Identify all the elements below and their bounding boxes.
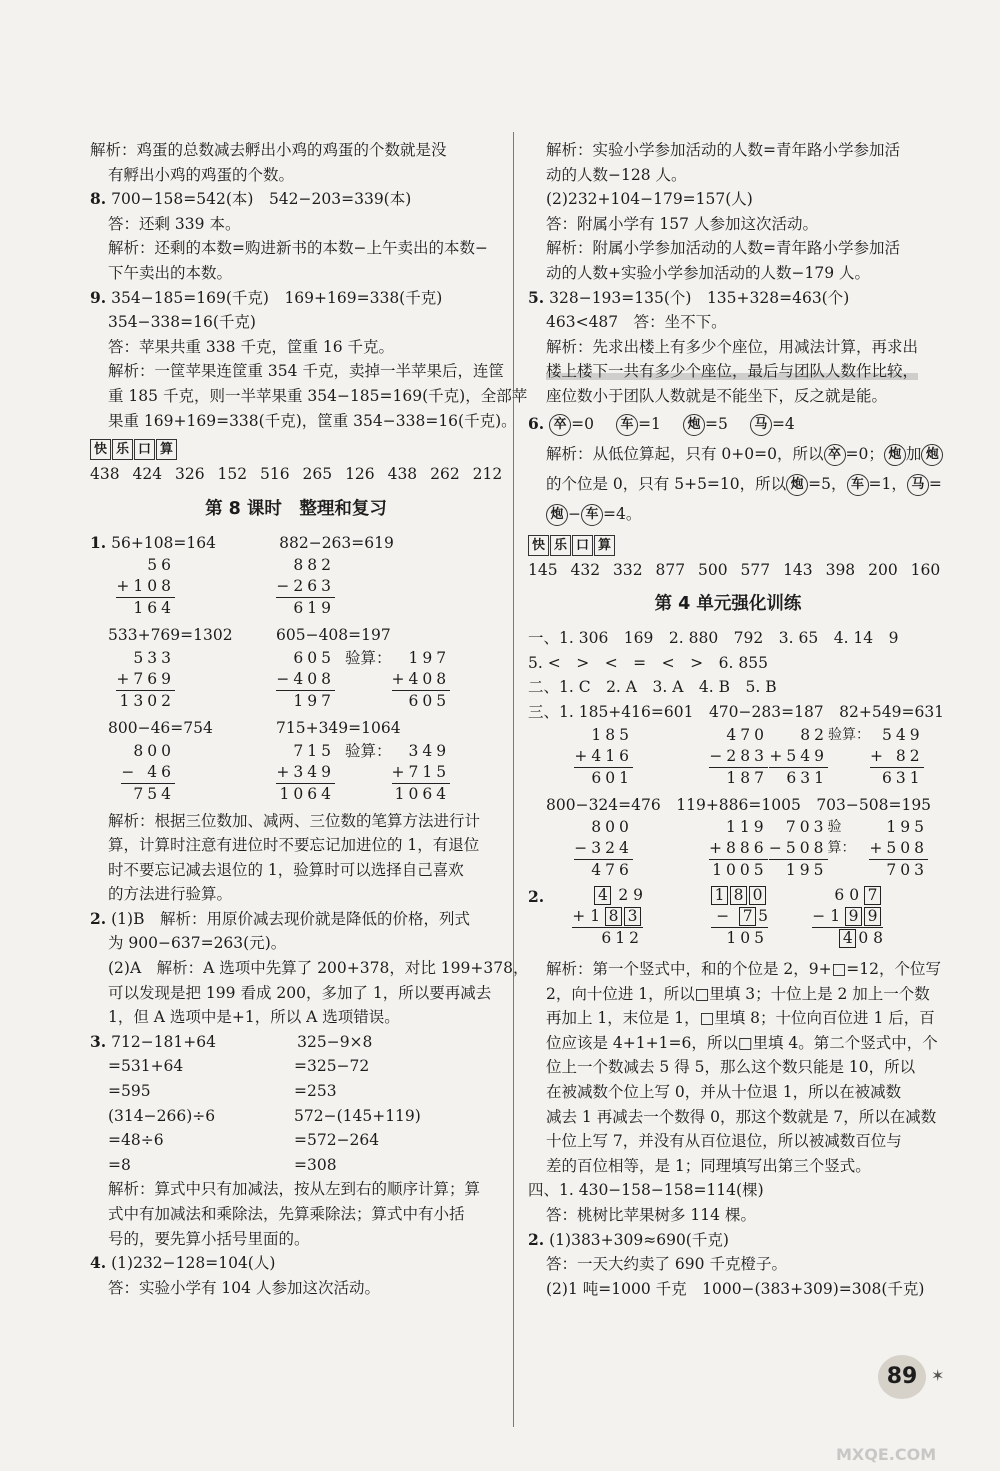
text-line: 715+349=1064 — [276, 718, 401, 737]
text-line: 354−185=169(千克) 169+169=338(千克) — [111, 288, 443, 307]
text-line: 解析：附属小学参加活动的人数=青年路小学参加活 — [546, 239, 900, 258]
chess-pao-icon: 炮 — [786, 474, 808, 496]
text-line: 解析：根据三位数加、减两、三位数的笔算方法进行计 — [108, 811, 481, 830]
text-line: 解析：第一个竖式中，和的个位是 2，9+□=12，个位写 — [546, 960, 941, 979]
text-line: 463<487 答：坐不下。 — [546, 313, 727, 332]
vertical-calc: 882 −263 619 — [276, 556, 335, 618]
fill-box-calc: 6 0 7 − 1 9 9 4 0 8 — [812, 886, 883, 948]
vertical-calc: 56 +108 164 — [116, 556, 175, 618]
text-line: (1)B 解析：用原价减去现价就是降低的价格，列式 — [111, 909, 470, 928]
text-line: 605−408=197 — [276, 626, 391, 645]
text-line: 解析：算式中只有加减法，按从左到右的顺序计算；算 — [108, 1180, 481, 1199]
question-number: 3. — [90, 1031, 107, 1051]
kousuan-answers: 145 432 332 877 500 577 143 398 200 160 — [528, 560, 941, 579]
text-line: 四、1. 430−158−158=114(棵) — [528, 1181, 764, 1200]
vertical-calc-row — [90, 741, 502, 807]
text-line: =308 — [294, 1155, 337, 1174]
chess-ma-icon: 马 — [750, 414, 772, 436]
text-line: =253 — [294, 1082, 337, 1101]
chess-che-icon: 车 — [616, 414, 638, 436]
question-number: 4. — [90, 1253, 107, 1273]
text-line: 答：实验小学有 104 人参加这次活动。 — [108, 1278, 380, 1297]
yansuan-label: 验算： — [827, 819, 856, 857]
text-line: 2，向十位进 1，所以□里填 3；十位上是 2 加上一个数 — [546, 984, 930, 1003]
watermark: MXQE.COM — [836, 1445, 937, 1464]
star-icon: ✶ — [931, 1366, 945, 1385]
text-line: 解析：先求出楼上有多少个座位，用减法计算，再求出 — [546, 337, 919, 356]
question-number: 2. — [528, 1229, 545, 1249]
text-line: =595 — [108, 1082, 151, 1101]
text-line: 解析：还剩的本数=购进新书的本数−上午卖出的本数− — [108, 239, 488, 258]
text-line: 动的人数+实验小学参加活动的人数−179 人。 — [546, 263, 870, 282]
text-line: 重 185 千克，则一半苹果重 354−185=169(千克)，全部苹 — [108, 386, 528, 405]
text-line: 533+769=1302 — [108, 626, 233, 645]
text-line: 可以发现是把 199 看成 200，多加了 1，所以要再减去 — [108, 983, 492, 1002]
vertical-calc: 349 +715 1064 — [391, 741, 451, 803]
text-line: 354−338=16(千克) — [108, 313, 256, 332]
text-line: 328−193=135(个) 135+328=463(个) — [549, 288, 850, 307]
vertical-calc: 533 +769 1302 — [116, 648, 175, 710]
vertical-calc: 197 +408 605 — [391, 648, 451, 710]
text-line: 答：还剩 339 本。 — [108, 214, 241, 233]
chess-ma-icon: 马 — [907, 474, 929, 496]
text-line: 式中有加减法和乘除法，先算乘除法；算式中有小括 — [108, 1205, 465, 1223]
text-line: 动的人数−128 人。 — [546, 165, 687, 184]
chess-pao-icon: 炮 — [683, 414, 705, 436]
text-line: 十位上写 7，并没有从百位退位，所以被减数百位与 — [546, 1132, 902, 1151]
text-line: (2)A 解析：A 选项中先算了 200+378，对比 199+378， — [108, 959, 529, 978]
text-line: 解析：实验小学参加活动的人数=青年路小学参加活 — [546, 141, 900, 159]
text-line: 答：桃树比苹果树多 114 棵。 — [546, 1206, 756, 1225]
vertical-calc: 119 +886 1005 — [709, 818, 768, 880]
text-line: 5. < > < = < > 6. 855 — [528, 653, 768, 672]
chess-che-icon: 车 — [581, 504, 603, 526]
text-line: 三、1. 185+416=601 470−283=187 82+549=631 — [528, 702, 945, 721]
chess-zu-icon: 卒 — [824, 444, 846, 466]
question-number: 5. — [528, 287, 545, 307]
text-line: 1，但 A 选项中是+1，所以 A 选项错误。 — [108, 1008, 400, 1027]
chess-pao-icon: 炮 — [921, 444, 943, 466]
text-line: 座位数小于团队人数就是不能坐下，反之就是能。 — [546, 386, 888, 405]
text-line: (2)1 吨=1000 千克 1000−(383+309)=308(千克) — [546, 1279, 925, 1298]
text-line: 325−9×8 — [297, 1032, 373, 1051]
vertical-calc: 800 −324 476 — [574, 818, 633, 880]
text-line: (1)383+309≈690(千克) — [549, 1230, 729, 1249]
kuaile-kousuan-label: 快 乐 口 算 — [528, 535, 928, 556]
text-line: 二、1. C 2. A 3. A 4. B 5. B — [528, 678, 777, 697]
question-number: 8. — [90, 189, 107, 209]
text-line: 的方法进行验算。 — [108, 885, 233, 904]
chess-pao-icon: 炮 — [884, 444, 906, 466]
vertical-calc-row — [90, 648, 502, 714]
text-line: 700−158=542(本) 542−203=339(本) — [111, 190, 412, 209]
yansuan-label: 验算： — [828, 726, 870, 743]
text-line: =572−264 — [294, 1131, 380, 1150]
vertical-calc-row — [90, 555, 502, 621]
text-line: 果重 169+169=338(千克)，筐重 354−338=16(千克)。 — [108, 411, 517, 430]
vertical-calc: 82 +549 631 — [769, 725, 828, 787]
text-line: 有孵出小鸡的鸡蛋的个数。 — [108, 165, 295, 184]
chess-che-icon: 车 — [847, 474, 869, 496]
right-column: 解析：实验小学参加活动的人数=青年路小学参加活 动的人数−128 人。 (2)232+104−179=157(人) 答：附属小学有 157 人参加这次活动。 解析：附属小学参加活动的人数=青年路小学参加活 动的人数+实验小学参加活动的人数−179 人。 5. 328−193=135(个) 135+328=463(个) 463<487 答：坐不下。 解析：先求出楼上有多少个座位，用减法计算，再求出 楼上楼下一共有多少个座位，最后与团队人数作比较， 座位数小于团队人数就是不能坐下，反之就是能。 6. 卒 =0 车 =1 炮 =5 马 =4 解析：从低位算起，只有 0+0=0，所以 卒 =0； 炮 加 炮 的个位是 0，只有 5+5=10，所以 炮 =5， 车 =1， 马 = 炮 − 车 =4。 快 乐 口 算 145 432 332 877 500 577 143 398 200 160 第 4 单元强化训练 一、1. 306 169 2. 880 792 3. 65 4. 14 9 5. < > < = < > 6. 855 二、1. C 2. A 3. A 4. B 5. B 三、1. 185+416=601 470−283=187 82+549=631 185 +416 601 470 −283 187 82 +549 631 验算： 549 + 82 631 800−324=476 119+886=1005 703−508=195 800 −324 476 119 +886 1005 703 −508 195 验算： 195 +508 703 2. 4 2 9 + 1 8 3 612 1 8 0 − 7 5 105 6 0 7 − 1 9 9 4 0 8 解析：第一个竖式中，和的个位是 2，9+□=12，个位写 2，向十位进 1，所以□里填 3；十位上是 2 加上一个数 再加上 1，末位是 1，□里填 8；十位向百位进 1 后，百 位应该是 4+1+1=6，所以□里填 4。第二个竖式中，个 位上一个数减去 5 得 5，那么这个数只能是 10，所以 在被减数个位上写 0，并从十位退 1，所以在被减数 减去 1 再减去一个数得 0，那这个数就是 7，所以在减数 十位上写 7，并没有从百位退位，所以被减数百位与 差的百位相等，是 1；同理填写出第三个竖式。 四、1. 430−158−158=114(棵) 答：桃树比苹果树多 114 棵。 2. (1)383+309≈690(千克) 答：一天大约卖了 690 千克橙子。 (2)1 吨=1000 千克 1000−(383+309)=308(千克) — [528, 138, 928, 1301]
page-number: 89 — [878, 1355, 926, 1399]
text-line: 882−263=619 — [279, 533, 394, 552]
text-line: (314−266)÷6 — [108, 1106, 216, 1125]
text-line: =531+64 — [108, 1057, 184, 1076]
vertical-calc-row — [528, 817, 928, 883]
column-divider — [513, 132, 514, 1427]
text-line: 减去 1 再减去一个数得 0，那这个数就是 7，所以在减数 — [546, 1107, 937, 1126]
text-line: 56+108=164 — [111, 533, 216, 552]
text-line: 解析：鸡蛋的总数减去孵出小鸡的鸡蛋的个数就是没 — [90, 141, 447, 159]
text-line: =8 — [108, 1155, 131, 1174]
text-line: 再加上 1，末位是 1，□里填 8；十位向百位进 1 后，百 — [546, 1009, 935, 1028]
section-title: 第 4 单元强化训练 — [654, 594, 802, 615]
chess-pao-icon: 炮 — [546, 504, 568, 526]
question-number: 2. — [528, 887, 545, 907]
text-line: (1)232−128=104(人) — [111, 1254, 276, 1273]
vertical-calc: 703 −508 195 — [768, 818, 828, 880]
text-line: 800−324=476 119+886=1005 703−508=195 — [546, 795, 932, 814]
yansuan-label: 验算： — [345, 741, 392, 760]
text-line: 为 900−637=263(元)。 — [108, 934, 287, 953]
vertical-calc: 195 +508 703 — [869, 818, 928, 880]
kousuan-answers: 438 424 326 152 516 265 126 438 262 212 — [90, 465, 503, 484]
text-line: 解析：一筐苹果连筐重 354 千克，卖掉一半苹果后，连筐 — [108, 362, 504, 381]
left-column — [90, 138, 529, 1300]
text-line: 在被减数个位上写 0，并从十位退 1，所以在被减数 — [546, 1083, 902, 1102]
text-line: 答：苹果共重 338 千克，筐重 16 千克。 — [108, 337, 395, 356]
question-number: 6. — [528, 413, 545, 433]
text-line: 800−46=754 — [108, 718, 213, 737]
text-line: =325−72 — [294, 1057, 370, 1076]
text-line: 712−181+64 — [111, 1032, 216, 1051]
vertical-calc: 800 − 46 754 — [121, 741, 175, 803]
vertical-calc-row — [528, 725, 928, 791]
text-line: (2)232+104−179=157(人) — [546, 190, 753, 209]
text-line: 一、1. 306 169 2. 880 792 3. 65 4. 14 9 — [528, 629, 899, 648]
fill-box-calc: 4 2 9 + 1 8 3 612 — [572, 886, 643, 948]
vertical-calc: 185 +416 601 — [574, 725, 633, 787]
text-line: 答：附属小学有 157 人参加这次活动。 — [546, 214, 818, 233]
fill-box-calc: 1 8 0 − 7 5 105 — [643, 885, 768, 949]
text-line: 位上一个数减去 5 得 5，那么这个数只能是 10，所以 — [546, 1058, 916, 1077]
yansuan-label: 验算： — [345, 648, 392, 667]
question-number: 2. — [90, 908, 107, 928]
vertical-calc: 605 −408 197 — [276, 648, 335, 710]
text-line: 楼上楼下一共有多少个座位，最后与团队人数作比较， — [546, 362, 919, 381]
chess-zu-icon: 卒 — [549, 414, 571, 436]
text-line: 572−(145+119) — [294, 1106, 421, 1125]
vertical-calc: 549 + 82 631 — [870, 725, 924, 787]
question-number: 1. — [90, 532, 107, 552]
vertical-calc: 470 −283 187 — [709, 725, 768, 787]
text-line: =48÷6 — [108, 1131, 164, 1150]
text-line: 差的百位相等，是 1；同理填写出第三个竖式。 — [546, 1156, 871, 1175]
text-line: 答：一天大约卖了 690 千克橙子。 — [546, 1255, 787, 1274]
vertical-calc-row — [528, 885, 928, 955]
text-line: 位应该是 4+1+1=6，所以□里填 4。第二个竖式中，个 — [546, 1033, 938, 1052]
text-line: 时不要忘记减去退位的 1，验算时可以选择自己喜欢 — [108, 860, 464, 879]
vertical-calc: 715 +349 1064 — [276, 741, 335, 803]
section-title: 第 8 课时 整理和复习 — [205, 498, 387, 519]
kuaile-kousuan-label: 快 乐 口 算 — [90, 439, 502, 460]
text-line: 号的，要先算小括号里面的。 — [108, 1229, 310, 1248]
question-number: 9. — [90, 287, 107, 307]
text-line: 下午卖出的本数。 — [108, 263, 233, 282]
text-line: 算，计算时注意有进位时不要忘记加进位的 1，有退位 — [108, 836, 480, 855]
